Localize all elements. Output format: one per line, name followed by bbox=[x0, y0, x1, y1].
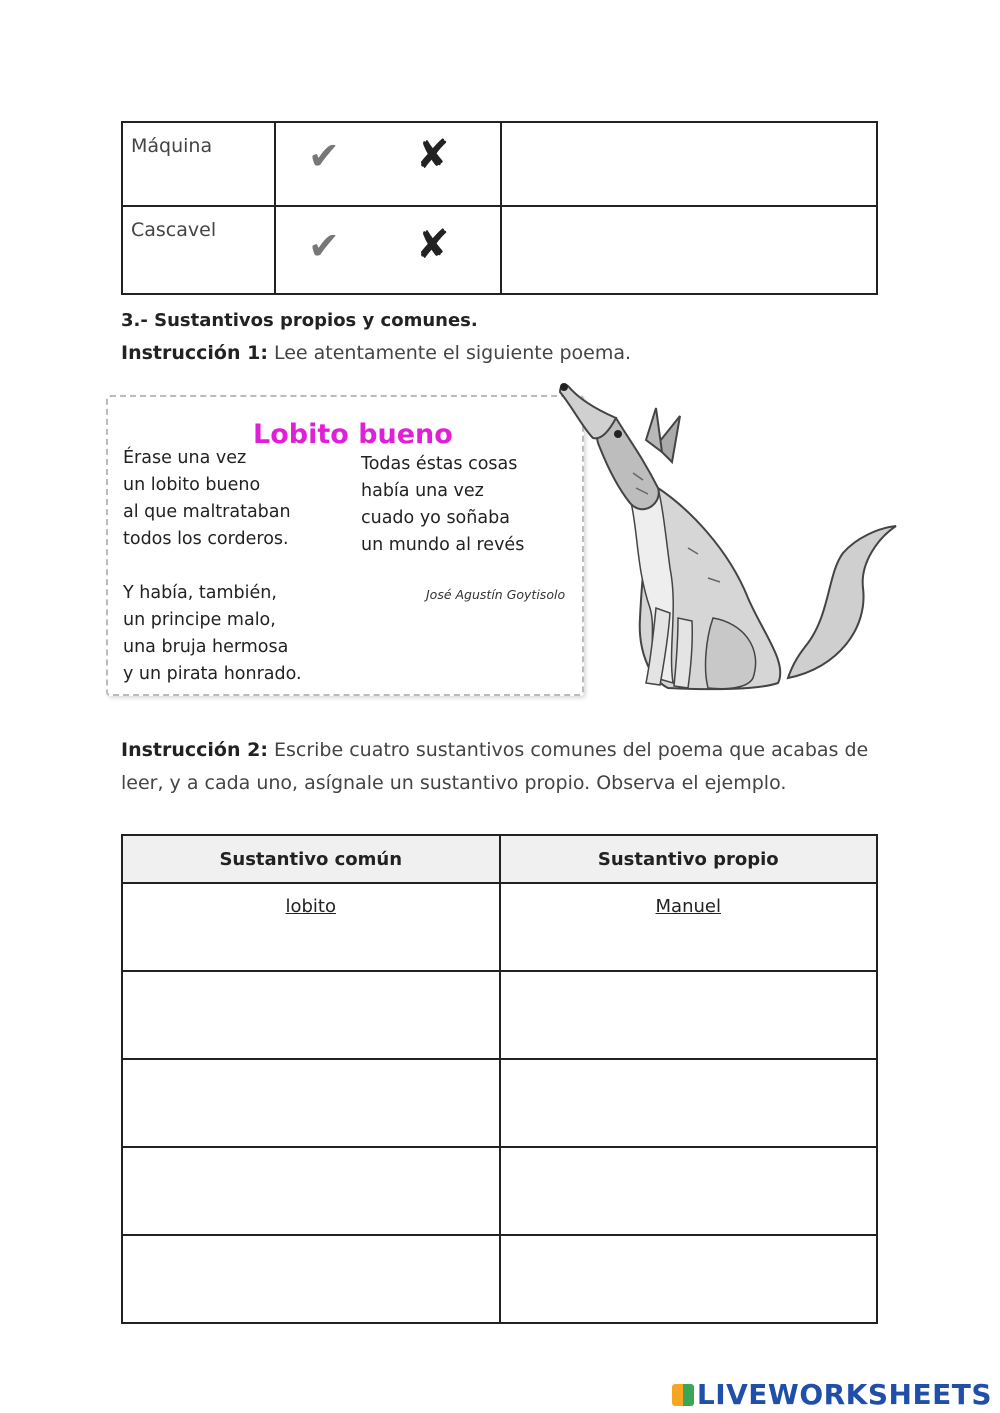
answer-cell[interactable] bbox=[501, 122, 877, 206]
answer-cell[interactable] bbox=[501, 206, 877, 294]
proper-noun-input[interactable] bbox=[500, 1235, 878, 1323]
wolf-illustration bbox=[538, 378, 900, 700]
poem-stanza-1: Érase una vez un lobito bueno al que maltrataban todos los corderos. bbox=[123, 448, 291, 549]
example-proper-cell bbox=[500, 883, 878, 971]
logo-icon bbox=[672, 1384, 694, 1406]
proper-noun-input[interactable] bbox=[500, 1059, 878, 1147]
common-noun-input[interactable] bbox=[122, 971, 500, 1059]
marks-cell bbox=[275, 206, 501, 294]
poem-author: José Agustín Goytisolo bbox=[426, 587, 566, 602]
table-row bbox=[122, 971, 877, 1059]
poem-card bbox=[106, 395, 584, 696]
instruction-2-text: Escribe cuatro sustantivos comunes del poema que acabas de leer, y a cada uno, asígnale un sustantivo propio. Observa el ejemplo. bbox=[121, 739, 869, 794]
header-row bbox=[122, 835, 877, 883]
example-common-noun: lobito bbox=[285, 896, 336, 917]
table-row bbox=[122, 1235, 877, 1323]
cross-icon[interactable]: ✘ bbox=[416, 222, 450, 268]
example-proper-noun: Manuel bbox=[655, 896, 721, 917]
table-row bbox=[122, 883, 877, 971]
word-cell: Cascavel bbox=[122, 206, 275, 294]
instruction-1 bbox=[121, 337, 631, 370]
proper-noun-input[interactable] bbox=[500, 1147, 878, 1235]
table-row bbox=[122, 122, 877, 206]
common-noun-input[interactable] bbox=[122, 1147, 500, 1235]
instruction-2-label: Instrucción 2: bbox=[121, 739, 268, 761]
brand-logo bbox=[672, 1378, 992, 1411]
proper-noun-input[interactable] bbox=[500, 971, 878, 1059]
instruction-1-text: Lee atentamente el siguiente poema. bbox=[267, 342, 632, 364]
table-row bbox=[122, 1147, 877, 1235]
example-common-cell bbox=[122, 883, 500, 971]
poem-stanza-3: Todas éstas cosas había una vez cuado yo soñaba un mundo al revés bbox=[361, 454, 525, 555]
common-noun-input[interactable] bbox=[122, 1059, 500, 1147]
cross-icon[interactable]: ✘ bbox=[416, 132, 450, 178]
nouns-table bbox=[121, 834, 878, 1324]
common-noun-input[interactable] bbox=[122, 1235, 500, 1323]
marks-cell bbox=[275, 122, 501, 206]
poem-stanza-2: Y había, también, un principe malo, una bruja hermosa y un pirata honrado. bbox=[123, 583, 302, 684]
word-cell: Máquina bbox=[122, 122, 275, 206]
section-title: 3.- Sustantivos propios y comunes. bbox=[121, 310, 478, 331]
table-row bbox=[122, 1059, 877, 1147]
poem-title: Lobito bueno bbox=[253, 419, 453, 450]
table-row bbox=[122, 206, 877, 294]
header-proper-noun: Sustantivo propio bbox=[500, 835, 878, 883]
instruction-2 bbox=[121, 734, 881, 800]
brand-name: LIVEWORKSHEETS bbox=[696, 1378, 992, 1411]
check-icon[interactable]: ✔ bbox=[308, 134, 340, 178]
instruction-1-label: Instrucción 1: bbox=[121, 342, 268, 364]
check-table bbox=[121, 121, 878, 295]
header-common-noun: Sustantivo común bbox=[122, 835, 500, 883]
check-icon[interactable]: ✔ bbox=[308, 224, 340, 268]
